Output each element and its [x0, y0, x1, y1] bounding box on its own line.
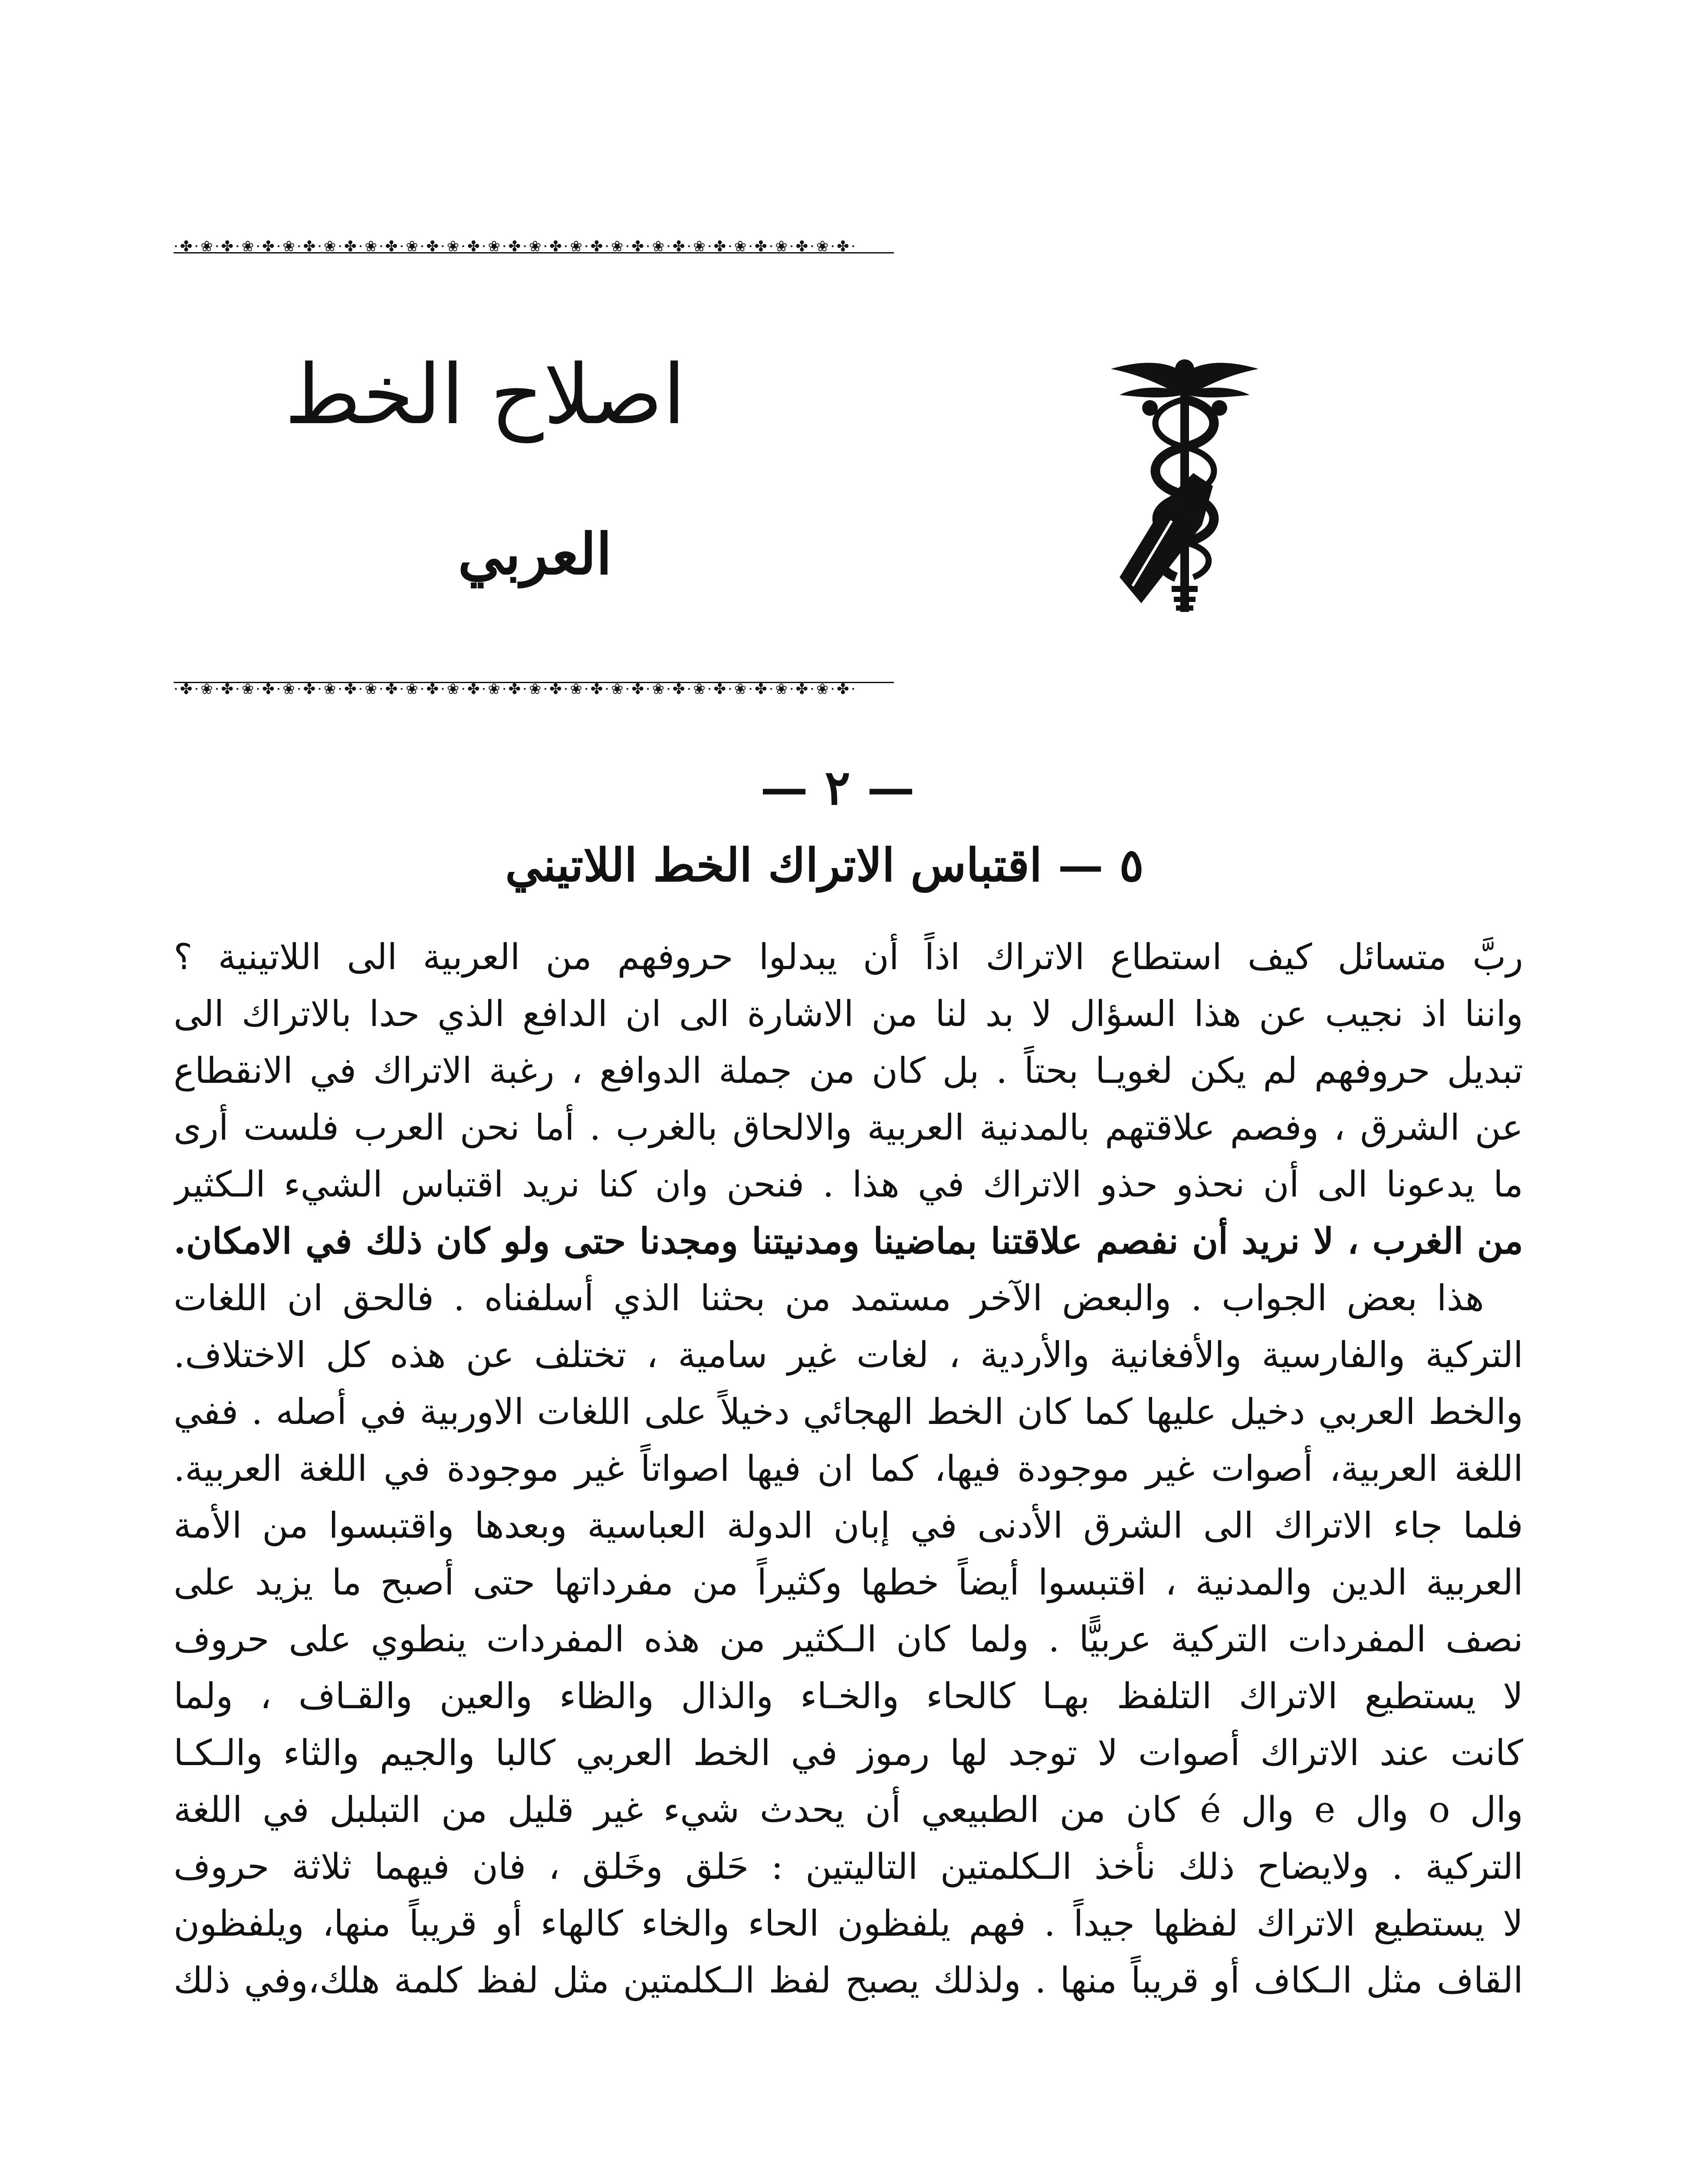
body-line: عن الشرق ، وفصم علاقتهم بالمدنية العربية والالحاق بالغرب . أما نحن العرب فلست أرى — [174, 1107, 1523, 1148]
body-text — [174, 929, 1523, 2009]
page-number: — ٢ — — [760, 760, 915, 815]
header-band — [174, 237, 894, 710]
header-subtitle: العربي — [458, 521, 612, 587]
section-title: ٥ — اقتباس الاتراك الخط اللاتيني — [505, 838, 1144, 892]
body-line: التركية والفارسية والأفغانية والأردية ، لغات غير سامية ، تختلف عن هذه كل الاختلاف. — [174, 1335, 1523, 1376]
body-line: فلما جاء الاتراك الى الشرق الأدنى في إبان الدولة العباسية وبعدها واقتبسوا من الأمة — [174, 1505, 1523, 1546]
body-line: تبديل حروفهم لم يكن لغويـا بحتاً . بل كان من جملة الدوافع ، رغبة الاتراك في الانقطاع — [174, 1050, 1523, 1092]
body-line: القاف مثل الـكاف أو قريباً منها . ولذلك يصبح لفظ الـكلمتين مثل لفظ كلمة هلك،وفي ذلك — [174, 1960, 1523, 2001]
body-line: وال o وال e وال é كان من الطبيعي أن يحدث شيء غير قليل من التبلبل في اللغة — [174, 1789, 1523, 1831]
body-line: كانت عند الاتراك أصوات لا توجد لها رموز في الخط العربي كالبا والجيم والثاء والـكـا — [174, 1733, 1523, 1774]
body-line: لا يستطيع الاتراك لفظها جيداً . فهم يلفظون الحاء والخاء كالهاء أو قريباً منها، ويلفظون — [174, 1903, 1523, 1944]
body-line: من الغرب ، لا نريد أن نفصم علاقتنا بماضينا ومدنيتنا ومجدنا حتى ولو كان ذلك في الامكان. — [174, 1220, 1523, 1262]
body-line: العربية الدين والمدنية ، اقتبسوا أيضاً خطها وكثيراً من مفرداتها حتى أصبح ما يزيد على — [174, 1562, 1523, 1603]
ornament-rule-top: ·✤·❀·✤·❀·✤·❀·✤·❀·✤·❀·✤·❀·✤·❀·✤·❀·✤·❀·✤·❀·✤·❀·✤·❀·✤·❀·✤·❀·✤·❀·✤·❀·✤· — [174, 237, 894, 256]
body-line: والخط العربي دخيل عليها كما كان الخط الهجائي دخيلاً على اللغات الاوربية في أصله . ففي — [174, 1391, 1523, 1433]
body-line: التركية . ولايضاح ذلك نأخذ الـكلمتين التاليتين : حَلق وخَلق ، فان فيهما ثلاثة حروف — [174, 1846, 1523, 1887]
body-line: واننا اذ نجيب عن هذا السؤال لا بد لنا من الاشارة الى ان الدافع الذي حدا بالاتراك الى — [174, 993, 1523, 1035]
body-line: نصف المفردات التركية عربيًّا . ولما كان الـكثير من هذه المفردات ينطوي على حروف — [174, 1619, 1523, 1660]
body-line: ما يدعونا الى أن نحذو حذو الاتراك في هذا . فنحن وان كنا نريد اقتباس الشيء الـكثير — [174, 1164, 1523, 1205]
body-line: لا يستطيع الاتراك التلفظ بهـا كالحاء والخـاء والذال والظاء والعين والقـاف ، ولما — [174, 1676, 1523, 1717]
header-title: اصلاح الخط — [284, 347, 686, 443]
body-line: هذا بعض الجواب . والبعض الآخر مستمد من بحثنا الذي أسلفناه . فالحق ان اللغات — [174, 1278, 1484, 1319]
body-line: ربَّ متسائل كيف استطاع الاتراك اذاً أن يبدلوا حروفهم من العربية الى اللاتينية ؟ — [174, 937, 1523, 978]
caduceus-icon — [1102, 343, 1267, 621]
ornament-rule-bottom: ·✤·❀·✤·❀·✤·❀·✤·❀·✤·❀·✤·❀·✤·❀·✤·❀·✤·❀·✤·❀·✤·❀·✤·❀·✤·❀·✤·❀·✤·❀·✤·❀·✤· — [174, 679, 894, 699]
body-line: اللغة العربية، أصوات غير موجودة فيها، كما ان فيها اصواتاً غير موجودة في اللغة العربية. — [174, 1448, 1523, 1489]
